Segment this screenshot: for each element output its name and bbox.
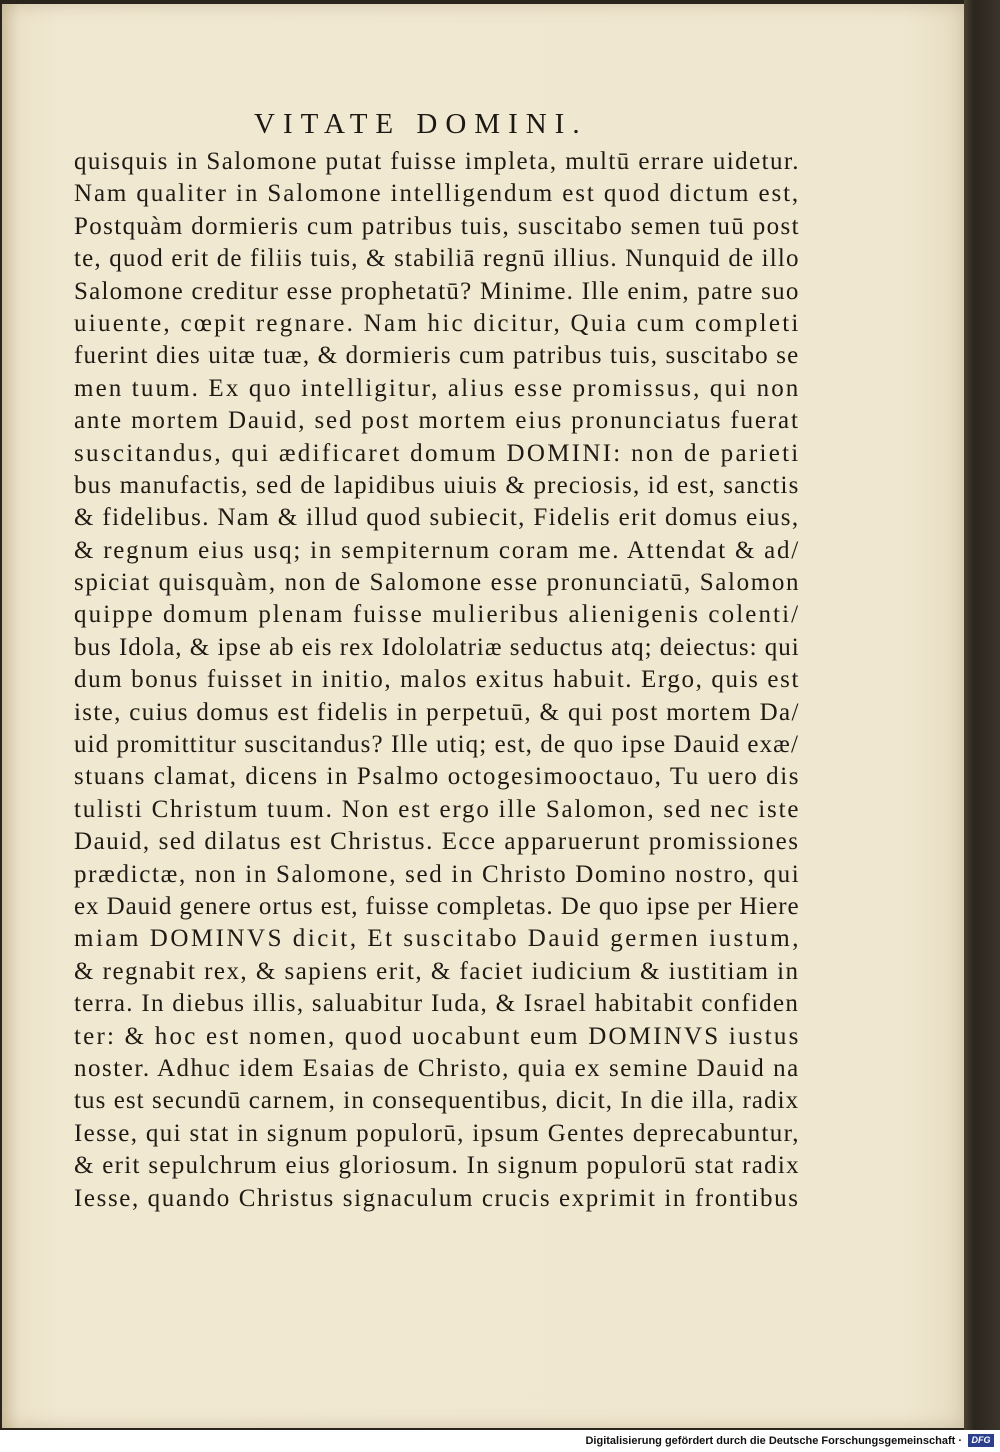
text-line: spiciat quisquàm, non de Salomone esse pronunciatū, Salomon [74, 569, 801, 597]
text-line: tus est secundū carnem, in consequentibus, dicit, In die illa, radix [74, 1087, 800, 1115]
text-line: prædictæ, non in Salomone, sed in Christo Domino nostro, qui [74, 860, 801, 888]
text-line: ter: & hoc est nomen, quod uocabunt eum DOMINVS iustus [74, 1022, 801, 1050]
text-line: quippe domum plenam fuisse mulieribus alienigenis colenti/ [74, 601, 801, 629]
running-head: VITATE DOMINI. [254, 108, 588, 140]
text-line: & fidelibus. Nam & illud quod subiecit, Fidelis erit domus eius, [74, 504, 800, 532]
text-line: Postquàm dormieris cum patribus tuis, suscitabo semen tuū post [74, 212, 800, 240]
dfg-logo-icon: DFG [968, 1434, 994, 1447]
text-line: uid promittitur suscitandus? Ille utiq; est, de quo ipse Dauid exæ/ [74, 731, 799, 759]
text-line: te, quod erit de filiis tuis, & stabiliā regnū illius. Nunquid de illo [74, 245, 800, 273]
text-line: bus manufactis, sed de lapidibus uiuis & preciosis, id est, sanctis [74, 471, 800, 499]
text-line: Dauid, sed dilatus est Christus. Ecce apparuerunt promissiones [74, 828, 800, 856]
text-line: fuerint dies uitæ tuæ, & dormieris cum patribus tuis, suscitabo se [74, 342, 800, 370]
text-line: stuans clamat, dicens in Psalmo octogesimooctauo, Tu uero dis [74, 763, 801, 791]
text-line: uiuente, cœpit regnare. Nam hic dicitur, Quia cum completi [74, 309, 801, 337]
text-line: tulisti Christum tuum. Non est ergo ille Salomon, sed nec iste [74, 795, 801, 823]
book-edge [964, 0, 1000, 1430]
text-line: men tuum. Ex quo intelligitur, alius esse promissus, qui non [74, 374, 801, 402]
text-line: noster. Adhuc idem Esaias de Christo, quia ex semine Dauid na [74, 1054, 800, 1082]
text-line: ex Dauid genere ortus est, fuisse completas. De quo ipse per Hiere [74, 892, 800, 920]
text-line: quisquis in Salomone putat fuisse impleta, multū errare uidetur. [74, 148, 800, 175]
text-line: Salomone creditur esse prophetatū? Minime. Ille enim, patre suo [74, 277, 800, 305]
footer-bar [0, 1430, 1000, 1452]
text-line: Nam qualiter in Salomone intelligendum est quod dictum est, [74, 180, 801, 208]
text-line: & regnum eius usq; in sempiternum coram me. Attendat & ad/ [74, 536, 800, 564]
text-line: Iesse, qui stat in signum populorū, ipsum Gentes deprecabuntur, [74, 1119, 800, 1147]
text-line: & regnabit rex, & sapiens erit, & faciet iudicium & iustitiam in [74, 957, 800, 985]
text-line: bus Idola, & ipse ab eis rex Idololatriæ seductus atq; deiectus: qui [74, 633, 800, 661]
text-line: miam DOMINVS dicit, Et suscitabo Dauid germen iustum, [74, 925, 801, 953]
text-line: ante mortem Dauid, sed post mortem eius pronunciatus fuerat [74, 407, 800, 435]
funding-note: Digitalisierung gefördert durch die Deutsche Forschungsgemeinschaft · [585, 1435, 962, 1447]
text-line: terra. In diebus illis, saluabitur Iuda, & Israel habitabit confiden [74, 990, 800, 1018]
text-line: dum bonus fuisset in initio, malos exitus habuit. Ergo, quis est [74, 666, 801, 694]
text-line: Iesse, quando Christus signaculum crucis exprimit in frontibus [74, 1184, 800, 1212]
text-line: & erit sepulchrum eius gloriosum. In signum populorū stat radix [74, 1152, 800, 1180]
text-line: suscitandus, qui ædificaret domum DOMINI: non de parieti [74, 439, 801, 467]
text-line: iste, cuius domus est fidelis in perpetuū, & qui post mortem Da/ [74, 698, 800, 726]
body-text [74, 146, 801, 1215]
